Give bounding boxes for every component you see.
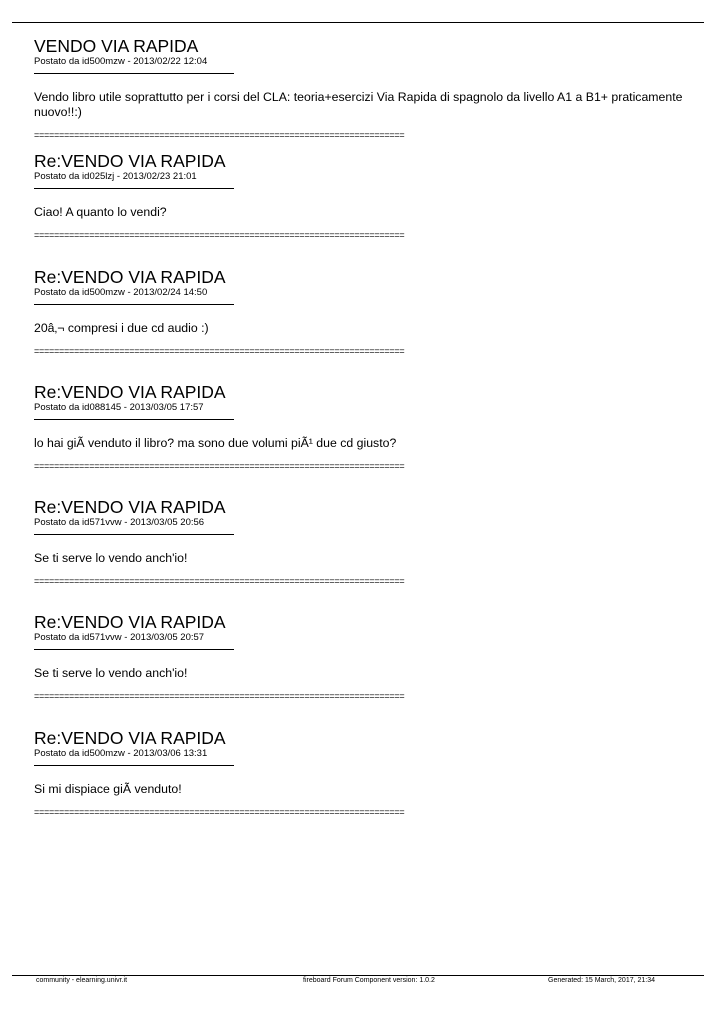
meta-divider xyxy=(34,73,234,74)
post-body: Vendo libro utile soprattutto per i corsi del CLA: teoria+esercizi Via Rapida di spagnolo da livello A1 a B1+ praticamente nuovo!!:) xyxy=(34,90,683,119)
post-title: Re:VENDO VIA RAPIDA xyxy=(34,612,226,633)
post-meta: Postato da id500mzw - 2013/02/22 12:04 xyxy=(34,56,208,67)
post-title: Re:VENDO VIA RAPIDA xyxy=(34,381,226,402)
meta-divider xyxy=(34,765,234,766)
post-title: Re:VENDO VIA RAPIDA xyxy=(34,727,226,748)
post-separator: ========================================================================== xyxy=(34,345,405,356)
post-separator: ========================================================================== xyxy=(34,576,405,587)
post xyxy=(34,151,684,266)
post-title: VENDO VIA RAPIDA xyxy=(34,36,199,56)
post-title: Re:VENDO VIA RAPIDA xyxy=(34,266,226,287)
meta-divider xyxy=(34,419,234,420)
post xyxy=(34,267,684,382)
post xyxy=(34,382,684,497)
post xyxy=(34,36,684,151)
post xyxy=(34,612,684,727)
post-separator: ========================================================================== xyxy=(34,460,405,471)
post-meta: Postato da id088145 - 2013/03/05 17:57 xyxy=(34,401,204,413)
footer-component-version: fireboard Forum Component version: 1.0.2 xyxy=(303,977,435,984)
footer-generated-date: Generated: 15 March, 2017, 21:34 xyxy=(548,977,656,984)
meta-divider xyxy=(34,534,234,535)
post-list xyxy=(34,36,684,843)
post-meta: Postato da id500mzw - 2013/02/24 14:50 xyxy=(34,286,208,298)
post-title: Re:VENDO VIA RAPIDA xyxy=(34,151,226,172)
header-divider xyxy=(12,22,704,23)
post-meta: Postato da id500mzw - 2013/03/06 13:31 xyxy=(34,747,208,759)
post-title: Re:VENDO VIA RAPIDA xyxy=(34,497,226,518)
post xyxy=(34,497,684,612)
post-meta: Postato da id025lzj - 2013/02/23 21:01 xyxy=(34,171,197,183)
post-separator: ========================================================================== xyxy=(34,130,405,140)
post-body: Ciao! A quanto lo vendi? xyxy=(34,205,167,220)
meta-divider xyxy=(34,649,234,650)
post-body: lo hai giÃ venduto il libro? ma sono due volumi piÃ¹ due cd giusto? xyxy=(34,435,397,450)
post-meta: Postato da id571vvw - 2013/03/05 20:57 xyxy=(34,632,205,644)
post-meta: Postato da id571vvw - 2013/03/05 20:56 xyxy=(34,517,205,529)
footer-site: community - elearning.univr.it xyxy=(36,977,128,984)
post-body: Si mi dispiace giÃ venduto! xyxy=(34,781,182,796)
post-body: Se ti serve lo vendo anch'io! xyxy=(34,551,188,566)
post-body: 20â‚¬ compresi i due cd audio :) xyxy=(34,320,209,335)
post-separator: ========================================================================== xyxy=(34,691,405,702)
meta-divider xyxy=(34,188,234,189)
meta-divider xyxy=(34,304,234,305)
post-separator: ========================================================================== xyxy=(34,806,405,817)
footer-divider xyxy=(12,975,704,976)
post xyxy=(34,728,684,843)
post-separator: ========================================================================== xyxy=(34,230,405,241)
post-body: Se ti serve lo vendo anch'io! xyxy=(34,666,188,681)
